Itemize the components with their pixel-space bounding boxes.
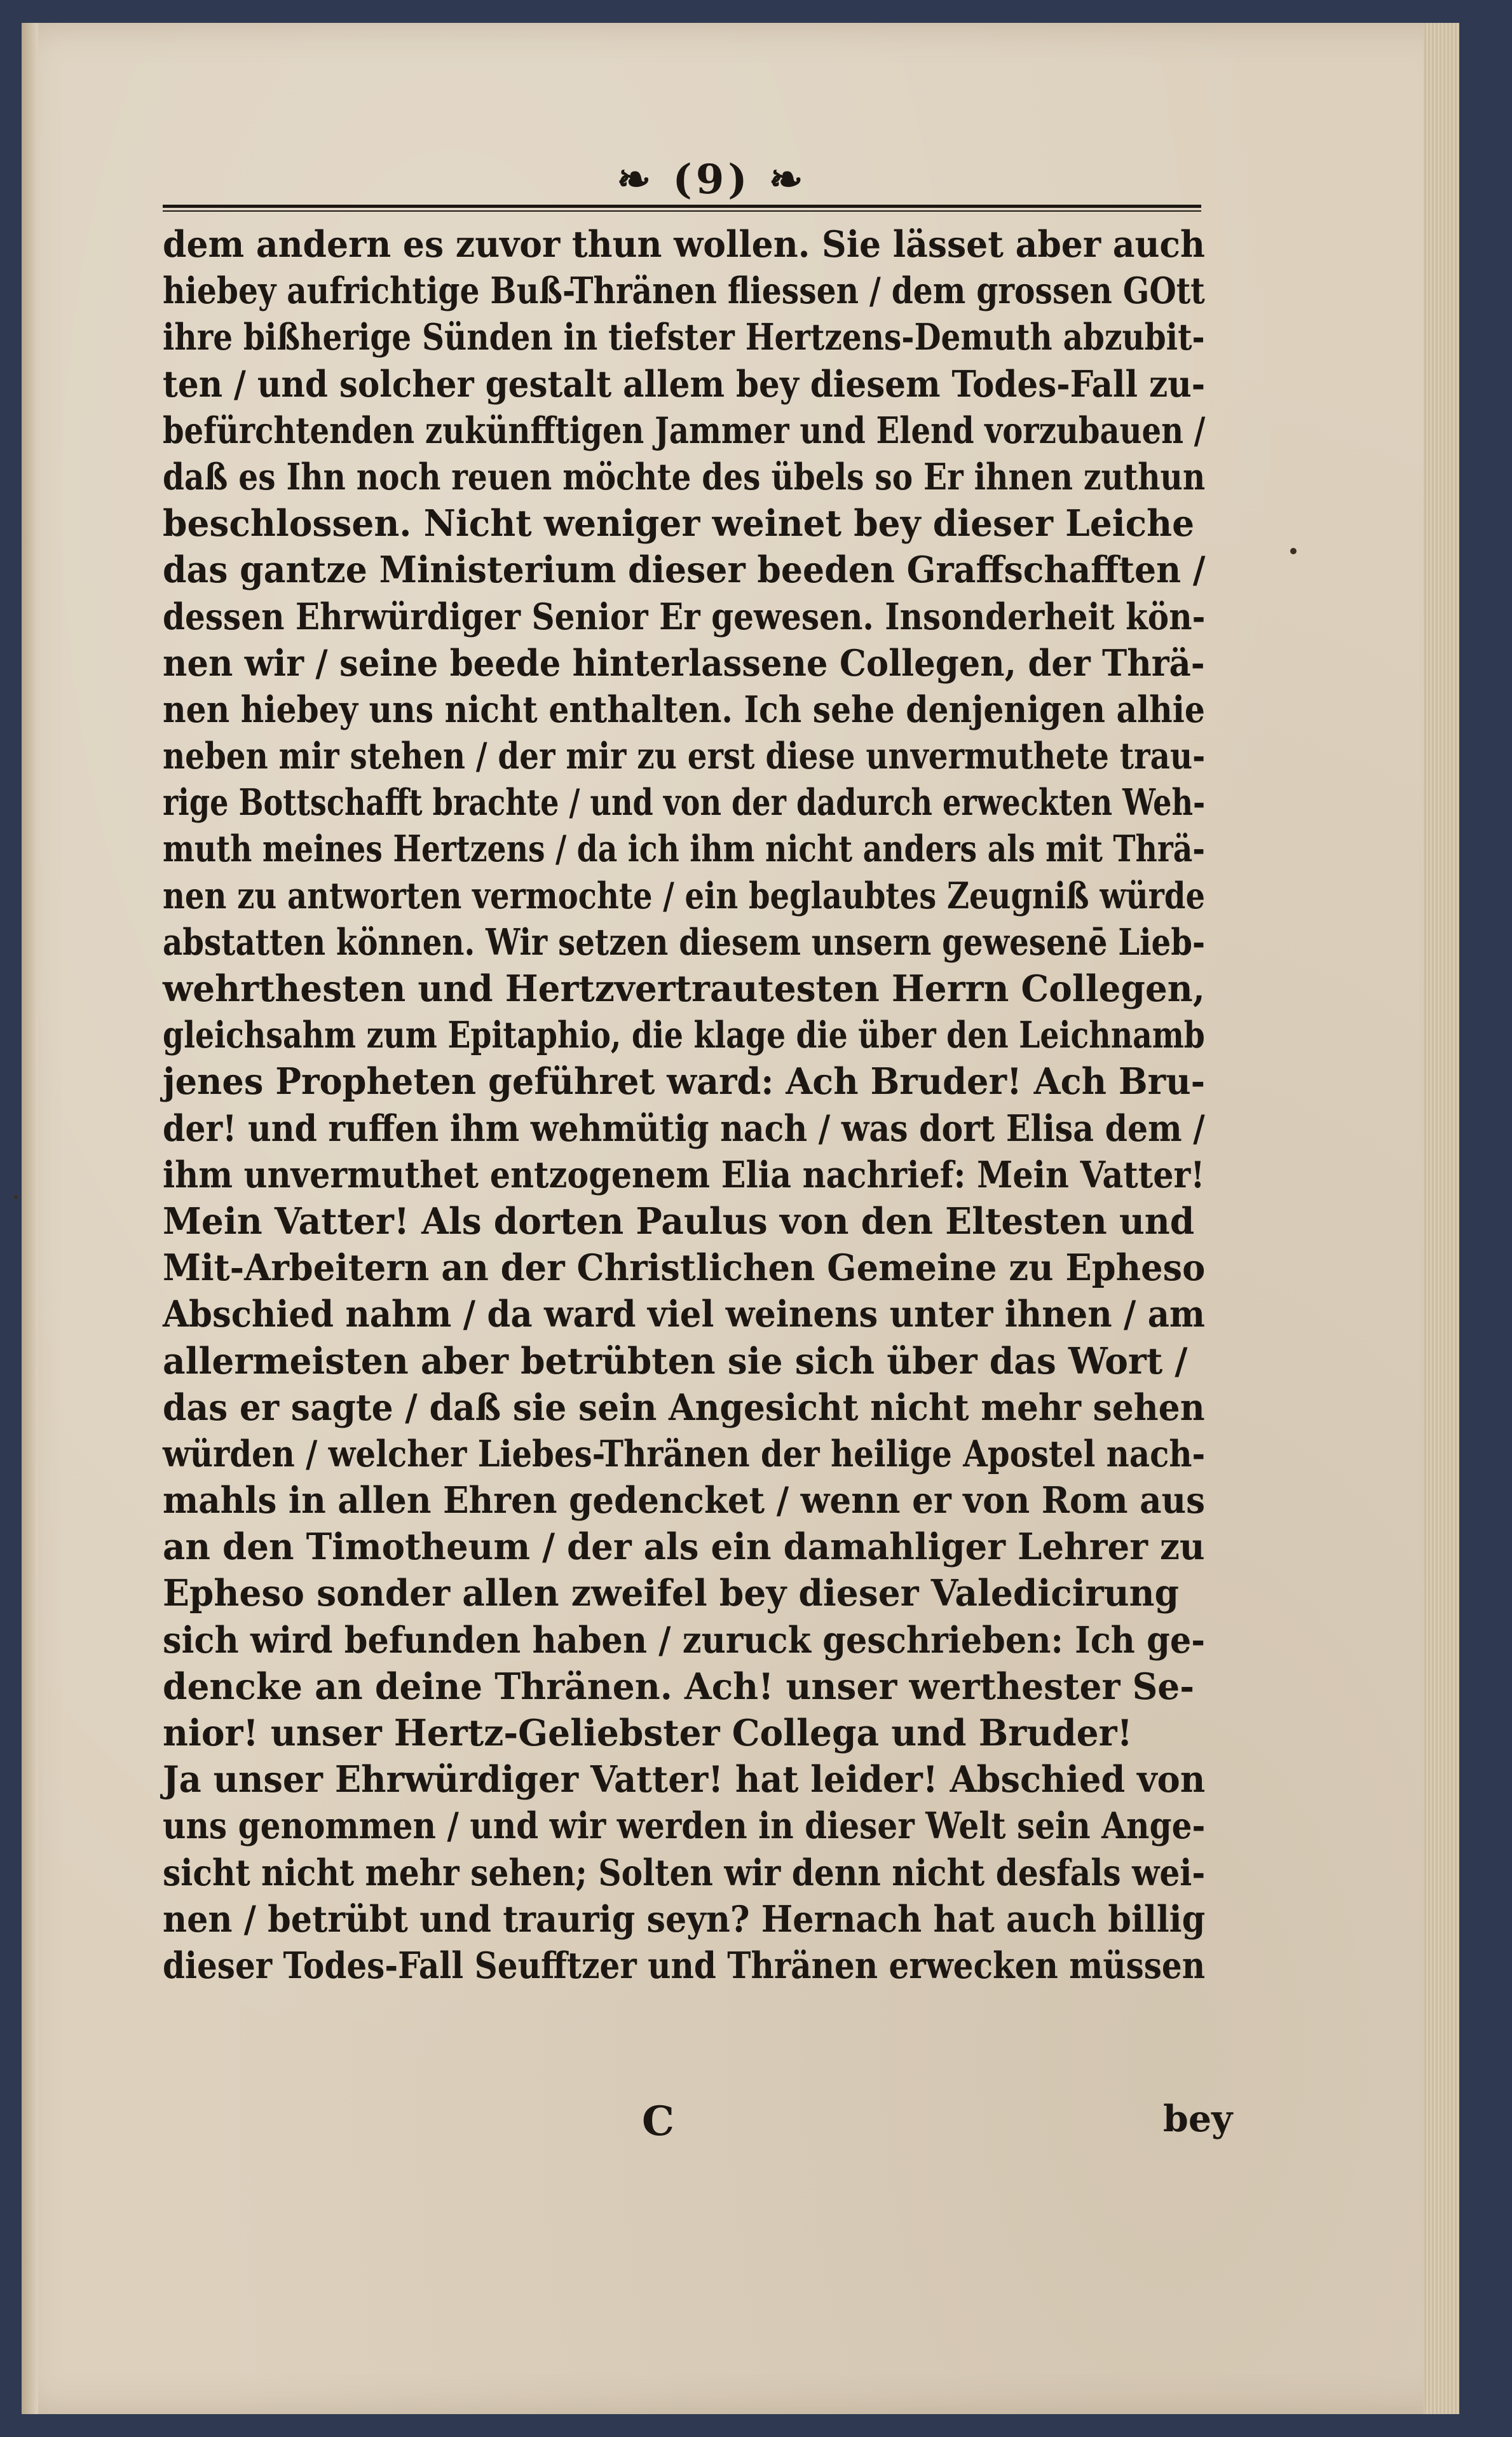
text-line: abstatten können. Wir setzen diesem unsern gewesenē Lieb- xyxy=(163,920,1205,964)
header-ornament-left: ❧ xyxy=(616,156,673,203)
text-line: das gantze Ministerium dieser beeden Graffschafften / xyxy=(163,549,1206,592)
text-line: hiebey aufrichtige Buß-Thränen fliessen / dem grossen GOtt xyxy=(163,270,1205,313)
text-line: sich wird befunden haben / zuruck geschrieben: Ich ge- xyxy=(163,1618,1206,1662)
text-line: nen wir / seine beede hinterlassene Collegen, der Thrä- xyxy=(163,641,1205,685)
text-line: ihre bißherige Sünden in tiefster Hertzens-Demuth abzubit- xyxy=(163,316,1205,359)
text-line: muth meines Hertzens / da ich ihm nicht anders als mit Thrä- xyxy=(163,828,1205,871)
header-rule xyxy=(163,205,1201,212)
text-line: dem andern es zuvor thun wollen. Sie lässet aber auch xyxy=(163,223,1205,266)
text-line: dieser Todes-Fall Seufftzer und Thränen erwecken müssen xyxy=(163,1944,1206,1987)
page-header xyxy=(0,156,1424,203)
text-line: uns genommen / und wir werden in dieser Welt sein Ange- xyxy=(163,1805,1206,1848)
text-line: jenes Propheten geführet ward: Ach Bruder! Ach Bru- xyxy=(163,1060,1206,1103)
text-line: der! und ruffen ihm wehmütig nach / was dort Elisa dem / xyxy=(163,1107,1205,1150)
text-line: neben mir stehen / der mir zu erst diese unvermuthete trau- xyxy=(163,735,1206,778)
text-line: Mein Vatter! Als dorten Paulus von den Eltesten und xyxy=(163,1199,1195,1243)
page-fore-edge xyxy=(1424,23,1459,2414)
text-line: ten / und solcher gestalt allem bey diesem Todes-Fall zu- xyxy=(163,362,1206,406)
text-line: nen hiebey uns nicht enthalten. Ich sehe denjenigen alhie xyxy=(163,688,1205,731)
text-line: nen zu antworten vermochte / ein beglaubtes Zeugniß würde xyxy=(163,874,1206,917)
text-line: nen / betrübt und traurig seyn? Hernach hat auch billig xyxy=(163,1897,1206,1941)
text-line: nior! unser Hertz-Geliebster Collega und Bruder! xyxy=(163,1712,1133,1754)
text-line: würden / welcher Liebes-Thränen der heilige Apostel nach- xyxy=(163,1432,1206,1475)
page-gutter xyxy=(22,23,38,2414)
text-line: dencke an deine Thränen. Ach! unser werthester Se- xyxy=(163,1665,1195,1708)
catchword: bey xyxy=(1163,2098,1233,2140)
text-line: sicht nicht mehr sehen; Solten wir denn nicht desfals wei- xyxy=(163,1851,1206,1894)
page-number: (9) xyxy=(672,156,751,203)
text-line: an den Timotheum / der als ein damahliger Lehrer zu xyxy=(163,1526,1205,1569)
text-line: Ja unser Ehrwürdiger Vatter! hat leider! Abschied von xyxy=(163,1758,1206,1801)
signature-mark: C xyxy=(642,2098,674,2145)
text-line: allermeisten aber betrübten sie sich über das Wort / xyxy=(163,1339,1188,1382)
ink-speck xyxy=(1290,548,1297,554)
text-line: daß es Ihn noch reuen möchte des übels so Er ihnen zuthun xyxy=(163,455,1206,498)
text-line: beschlossen. Nicht weniger weinet bey dieser Leiche xyxy=(163,502,1195,545)
text-line: Mit-Arbeitern an der Christlichen Gemeine zu Epheso xyxy=(163,1246,1206,1290)
text-line: gleichsahm zum Epitaphio, die klage die über den Leichnamb xyxy=(163,1014,1205,1057)
text-line: das er sagte / daß sie sein Angesicht nicht mehr sehen xyxy=(163,1386,1205,1429)
text-line: rige Bottschafft brachte / und von der dadurch erweckten Weh- xyxy=(163,781,1206,824)
ink-speck xyxy=(14,1195,18,1199)
text-line: ihm unvermuthet entzogenem Elia nachrief: Mein Vatter! xyxy=(163,1153,1205,1196)
text-line: Epheso sonder allen zweifel bey dieser Valedicirung xyxy=(163,1572,1180,1615)
text-line: mahls in allen Ehren gedencket / wenn er von Rom aus xyxy=(163,1479,1206,1522)
body-text xyxy=(163,221,1243,1989)
text-line: dessen Ehrwürdiger Senior Er gewesen. Insonderheit kön- xyxy=(163,595,1206,638)
header-ornament-right: ❧ xyxy=(751,156,807,203)
text-line: Abschied nahm / da ward viel weinens unter ihnen / am xyxy=(163,1293,1205,1336)
text-line: befürchtenden zukünfftigen Jammer und Elend vorzubauen / xyxy=(163,409,1206,452)
text-line: wehrthesten und Hertzvertrautesten Herrn Collegen, xyxy=(163,967,1205,1010)
